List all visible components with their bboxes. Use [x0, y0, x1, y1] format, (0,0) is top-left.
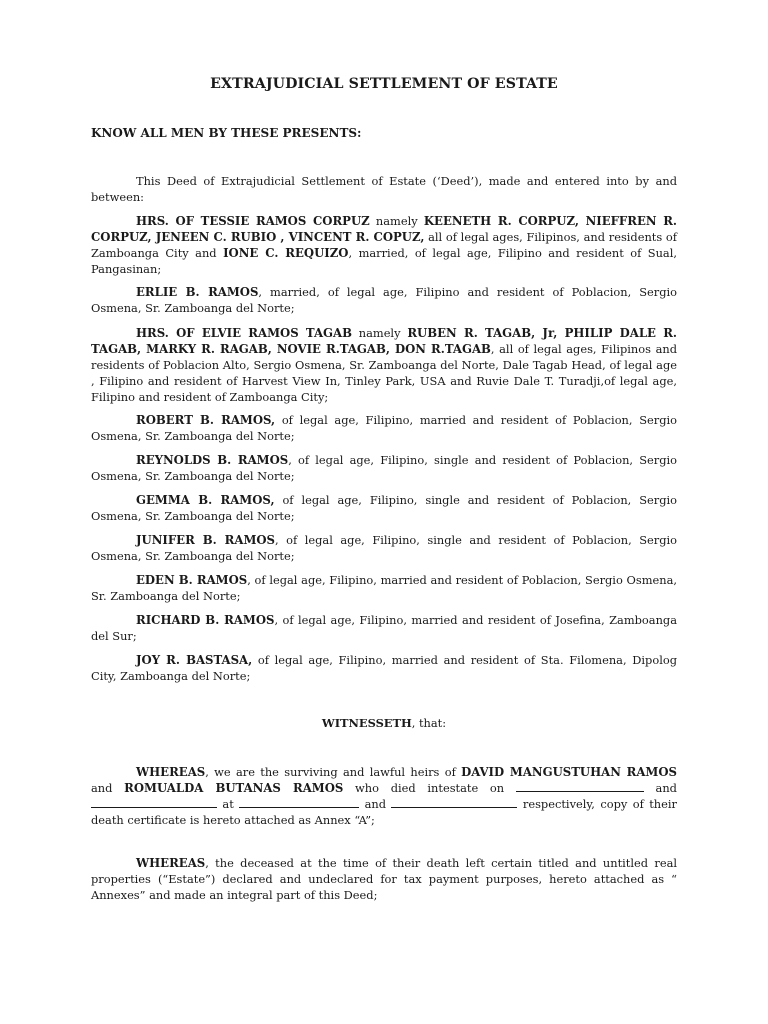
whereas-lead: WHEREAS	[136, 856, 206, 870]
party-elvie-heirs: HRS. OF ELVIE RAMOS TAGAB namely RUBEN R. TAGAB, Jr, PHILIP DALE R. TAGAB, MARKY R. RAGAB, NOVIE R.TAGAB, DON R.TAGAB, all of legal ages, Filipinos and residents of Poblacion Alto, Sergio Osmena, Sr. Zamboanga del Norte, Dale Tagab Head, of legal age , Filipino and resident of Harvest View In, Tinley Park, USA and Ruvie Dale T. Turadji,of legal age, Filipino and resident of Zamboanga City;	[91, 326, 677, 404]
party-tessie-heirs: HRS. OF TESSIE RAMOS CORPUZ namely KEENETH R. CORPUZ, NIEFFREN R. CORPUZ, JENEEN C. RUBIO , VINCENT R. COPUZ, all of legal ages, Filipinos, and residents of Zamboanga City and IONE C. REQUIZO, married, of legal age, Filipino and resident of Sual, Pangasinan;	[91, 214, 677, 276]
party-name: EDEN B. RAMOS	[136, 573, 248, 587]
party-name: HRS. OF TESSIE RAMOS CORPUZ	[136, 214, 370, 228]
heir-name: ROMUALDA BUTANAS RAMOS	[124, 781, 344, 795]
party-erlie: ERLIE B. RAMOS, married, of legal age, Filipino and resident of Poblacion, Sergio Osmena, Sr. Zamboanga del Norte;	[91, 285, 678, 315]
party-reynolds: REYNOLDS B. RAMOS, of legal age, Filipino, single and resident of Poblacion, Sergio Osmena, Sr. Zamboanga del Norte;	[91, 453, 677, 483]
party-richard: RICHARD B. RAMOS, of legal age, Filipino, married and resident of Josefina, Zamboanga del Sur;	[91, 613, 677, 643]
death-date-blank[interactable]	[91, 796, 217, 808]
party-name: ERLIE B. RAMOS	[136, 285, 259, 299]
party-name: JUNIFER B. RAMOS	[136, 533, 276, 547]
party-name: ROBERT B. RAMOS,	[136, 413, 276, 427]
party-gemma: GEMMA B. RAMOS, of legal age, Filipino, single and resident of Poblacion, Sergio Osmena, Sr. Zamboanga del Norte;	[91, 493, 677, 523]
intro-text: This Deed of Extrajudicial Settlement of Estate (‘Deed’), made and entered into by and between:	[91, 174, 677, 204]
witnesseth-heading: WITNESSETH, that:	[321, 716, 447, 730]
death-date-blank[interactable]	[516, 780, 644, 792]
party-name: KEENETH R. CORPUZ, NIEFFREN R. CORPUZ, JENEEN C. RUBIO , VINCENT R. COPUZ,	[91, 214, 677, 244]
intro-paragraph	[91, 173, 677, 205]
party-name: REYNOLDS B. RAMOS	[136, 453, 289, 467]
heir-name: DAVID MANGUSTUHAN RAMOS	[461, 765, 677, 779]
party-junifer: JUNIFER B. RAMOS, of legal age, Filipino, single and resident of Poblacion, Sergio Osmena, Sr. Zamboanga del Norte;	[91, 533, 678, 563]
whereas-estate-paragraph: WHEREAS, the deceased at the time of their death left certain titled and untitled real properties (“Estate”) declared and undeclared for tax payment purposes, hereto attached as “ Annexes” and made an integral part of this Deed;	[91, 856, 677, 902]
party-name: JOY R. BASTASA,	[136, 653, 253, 667]
death-place-blank[interactable]	[391, 796, 517, 808]
death-place-blank[interactable]	[239, 796, 359, 808]
whereas-lead: WHEREAS	[136, 765, 206, 779]
party-name: IONE C. REQUIZO	[223, 246, 349, 260]
party-name: RUBEN R. TAGAB, Jr, PHILIP DALE R. TAGAB, MARKY R. RAGAB, NOVIE R.TAGAB, DON R.TAGAB	[91, 326, 677, 356]
witnesseth-label: WITNESSETH	[321, 716, 412, 730]
know-all-heading: KNOW ALL MEN BY THESE PRESENTS:	[91, 126, 362, 140]
whereas-heirs-paragraph: WHEREAS, we are the surviving and lawful heirs of DAVID MANGUSTUHAN RAMOS and ROMUALDA BUTANAS RAMOS who died intestate on and at and respectively, copy of their death certificate is hereto attached as Annex “A”;	[91, 765, 677, 827]
party-joy: JOY R. BASTASA, of legal age, Filipino, married and resident of Sta. Filomena, Dipolog City, Zamboanga del Norte;	[91, 653, 677, 683]
party-name: GEMMA B. RAMOS,	[136, 493, 275, 507]
party-eden: EDEN B. RAMOS, of legal age, Filipino, married and resident of Poblacion, Sergio Osmena, Sr. Zamboanga del Norte;	[91, 573, 677, 603]
party-robert: ROBERT B. RAMOS, of legal age, Filipino, married and resident of Poblacion, Sergio Osmena, Sr. Zamboanga del Norte;	[91, 413, 677, 443]
party-name: HRS. OF ELVIE RAMOS TAGAB	[136, 326, 352, 340]
party-name: RICHARD B. RAMOS	[136, 613, 275, 627]
document-title: EXTRAJUDICIAL SETTLEMENT OF ESTATE	[210, 76, 558, 92]
